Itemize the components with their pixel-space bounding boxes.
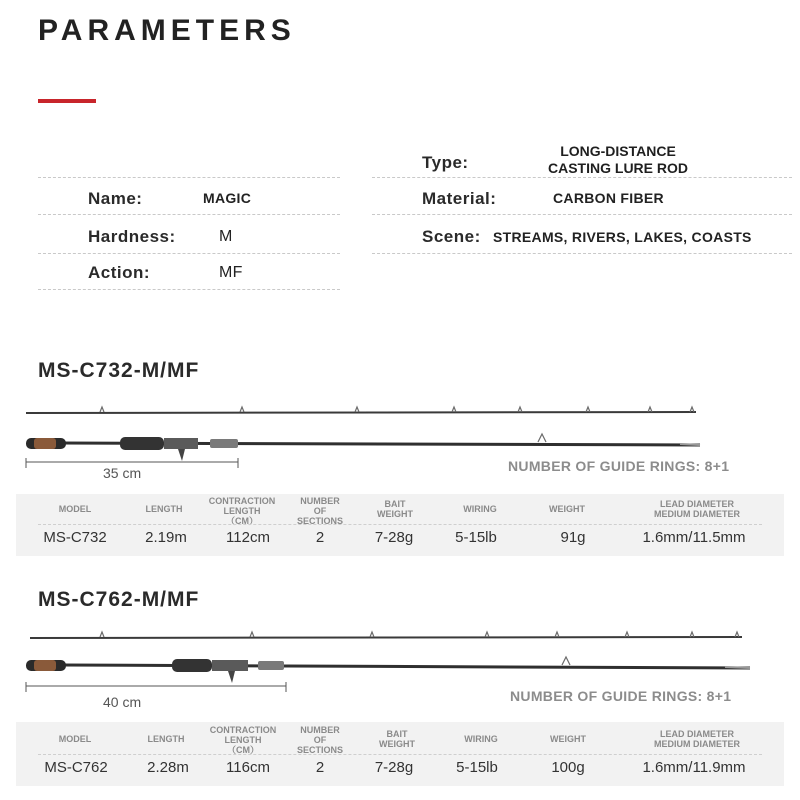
col-model-header: MODEL bbox=[58, 734, 92, 744]
divider bbox=[38, 524, 762, 525]
accent-bar bbox=[38, 99, 96, 103]
reel-seat bbox=[164, 438, 198, 449]
header-line: WEIGHT bbox=[377, 509, 413, 519]
header-line: CONTRACTION bbox=[208, 496, 276, 506]
reel-seat bbox=[212, 660, 248, 671]
page-title: PARAMETERS bbox=[38, 14, 296, 47]
col-contraction-header bbox=[210, 725, 277, 755]
cell-model: MS-C732 bbox=[43, 529, 107, 546]
cell-contraction: 112cm bbox=[226, 529, 270, 546]
trigger bbox=[178, 449, 185, 461]
guide-rings-label: NUMBER OF GUIDE RINGS: 8+1 bbox=[508, 458, 730, 474]
divider bbox=[372, 253, 792, 254]
hardness-value: M bbox=[219, 228, 233, 245]
col-contraction-header bbox=[209, 496, 276, 526]
cell-diameter: 1.6mm/11.9mm bbox=[642, 759, 746, 776]
cell-weight: 100g bbox=[551, 759, 585, 776]
action-value: MF bbox=[219, 264, 243, 281]
cell-length: 2.19m bbox=[145, 529, 187, 546]
material-value: CARBON FIBER bbox=[553, 190, 664, 206]
spec-table bbox=[16, 722, 784, 786]
scene-value: STREAMS, RIVERS, LAKES, COASTS bbox=[493, 229, 752, 245]
header-line: SECTIONS bbox=[296, 745, 344, 755]
col-weight-header: WEIGHT bbox=[550, 734, 586, 744]
material-label: Material: bbox=[422, 189, 497, 208]
cell-weight: 91g bbox=[560, 529, 586, 546]
model-title: MS-C732-M/MF bbox=[38, 359, 200, 382]
divider bbox=[38, 214, 340, 215]
cell-wiring: 5-15lb bbox=[456, 759, 498, 776]
name-label: Name: bbox=[88, 189, 143, 208]
col-wiring-header: WIRING bbox=[464, 734, 498, 744]
cell-length: 2.28m bbox=[147, 759, 189, 776]
header-line: BAIT bbox=[384, 499, 406, 509]
header-line: LEAD DIAMETER bbox=[660, 499, 734, 509]
grip-measure-label: 40 cm bbox=[103, 694, 142, 710]
col-weight-header: WEIGHT bbox=[549, 504, 585, 514]
header-line: NUMBER bbox=[300, 496, 340, 506]
col-bait-header bbox=[377, 499, 413, 519]
type-label: Type: bbox=[422, 153, 469, 172]
header-line: OF bbox=[313, 506, 327, 516]
action-label: Action: bbox=[88, 263, 151, 282]
col-diameter-header bbox=[654, 499, 740, 519]
header-line: LEAD DIAMETER bbox=[660, 729, 734, 739]
divider bbox=[38, 754, 762, 755]
header-line: NUMBER bbox=[300, 725, 340, 735]
cell-bait: 7-28g bbox=[374, 759, 414, 776]
grip-measure-label: 35 cm bbox=[103, 465, 142, 481]
header-line: （CM） bbox=[226, 516, 258, 526]
divider bbox=[38, 289, 340, 290]
rod-blank-upper bbox=[30, 637, 742, 638]
cell-wiring: 5-15lb bbox=[455, 529, 497, 546]
header-line: MEDIUM DIAMETER bbox=[654, 739, 740, 749]
divider bbox=[38, 177, 340, 178]
header-line: （CM） bbox=[227, 745, 259, 755]
rod-blank-upper bbox=[26, 412, 696, 413]
header-line: OF bbox=[313, 735, 327, 745]
header-line: SECTIONS bbox=[296, 516, 344, 526]
col-bait-header bbox=[379, 729, 415, 749]
header-line: MEDIUM DIAMETER bbox=[654, 509, 740, 519]
header-line: CONTRACTION bbox=[209, 725, 277, 735]
guide-rings-label: NUMBER OF GUIDE RINGS: 8+1 bbox=[510, 688, 732, 704]
rod-grip bbox=[172, 659, 212, 672]
type-value bbox=[528, 143, 708, 177]
trigger bbox=[228, 671, 235, 683]
divider bbox=[38, 253, 340, 254]
spec-table bbox=[16, 494, 784, 556]
type-value-line1: LONG-DISTANCE bbox=[560, 143, 676, 159]
rod-grip bbox=[120, 437, 164, 450]
cell-contraction: 116cm bbox=[226, 759, 270, 776]
model-title: MS-C762-M/MF bbox=[38, 588, 200, 611]
header-line: BAIT bbox=[386, 729, 408, 739]
cell-sections: 2 bbox=[315, 529, 325, 546]
col-sections-header bbox=[297, 496, 343, 526]
col-diameter-header bbox=[654, 729, 740, 749]
col-wiring-header: WIRING bbox=[463, 504, 497, 514]
header-line: LENGTH bbox=[224, 735, 262, 745]
cell-bait: 7-28g bbox=[374, 529, 414, 546]
rod-blank-lower bbox=[62, 665, 750, 668]
col-length-header: LENGTH bbox=[147, 734, 185, 744]
divider bbox=[372, 177, 792, 178]
scene-label: Scene: bbox=[422, 227, 481, 246]
cell-sections: 2 bbox=[315, 759, 325, 776]
divider bbox=[372, 214, 792, 215]
col-sections-header bbox=[297, 725, 343, 755]
cell-model: MS-C762 bbox=[44, 759, 108, 776]
header-line: WEIGHT bbox=[379, 739, 415, 749]
type-value-line2: CASTING LURE ROD bbox=[548, 160, 688, 176]
hardness-label: Hardness: bbox=[88, 227, 176, 246]
header-line: LENGTH bbox=[223, 506, 261, 516]
cell-diameter: 1.6mm/11.5mm bbox=[642, 529, 746, 546]
name-value: MAGIC bbox=[203, 190, 252, 206]
col-model-header: MODEL bbox=[58, 504, 92, 514]
col-length-header: LENGTH bbox=[145, 504, 183, 514]
